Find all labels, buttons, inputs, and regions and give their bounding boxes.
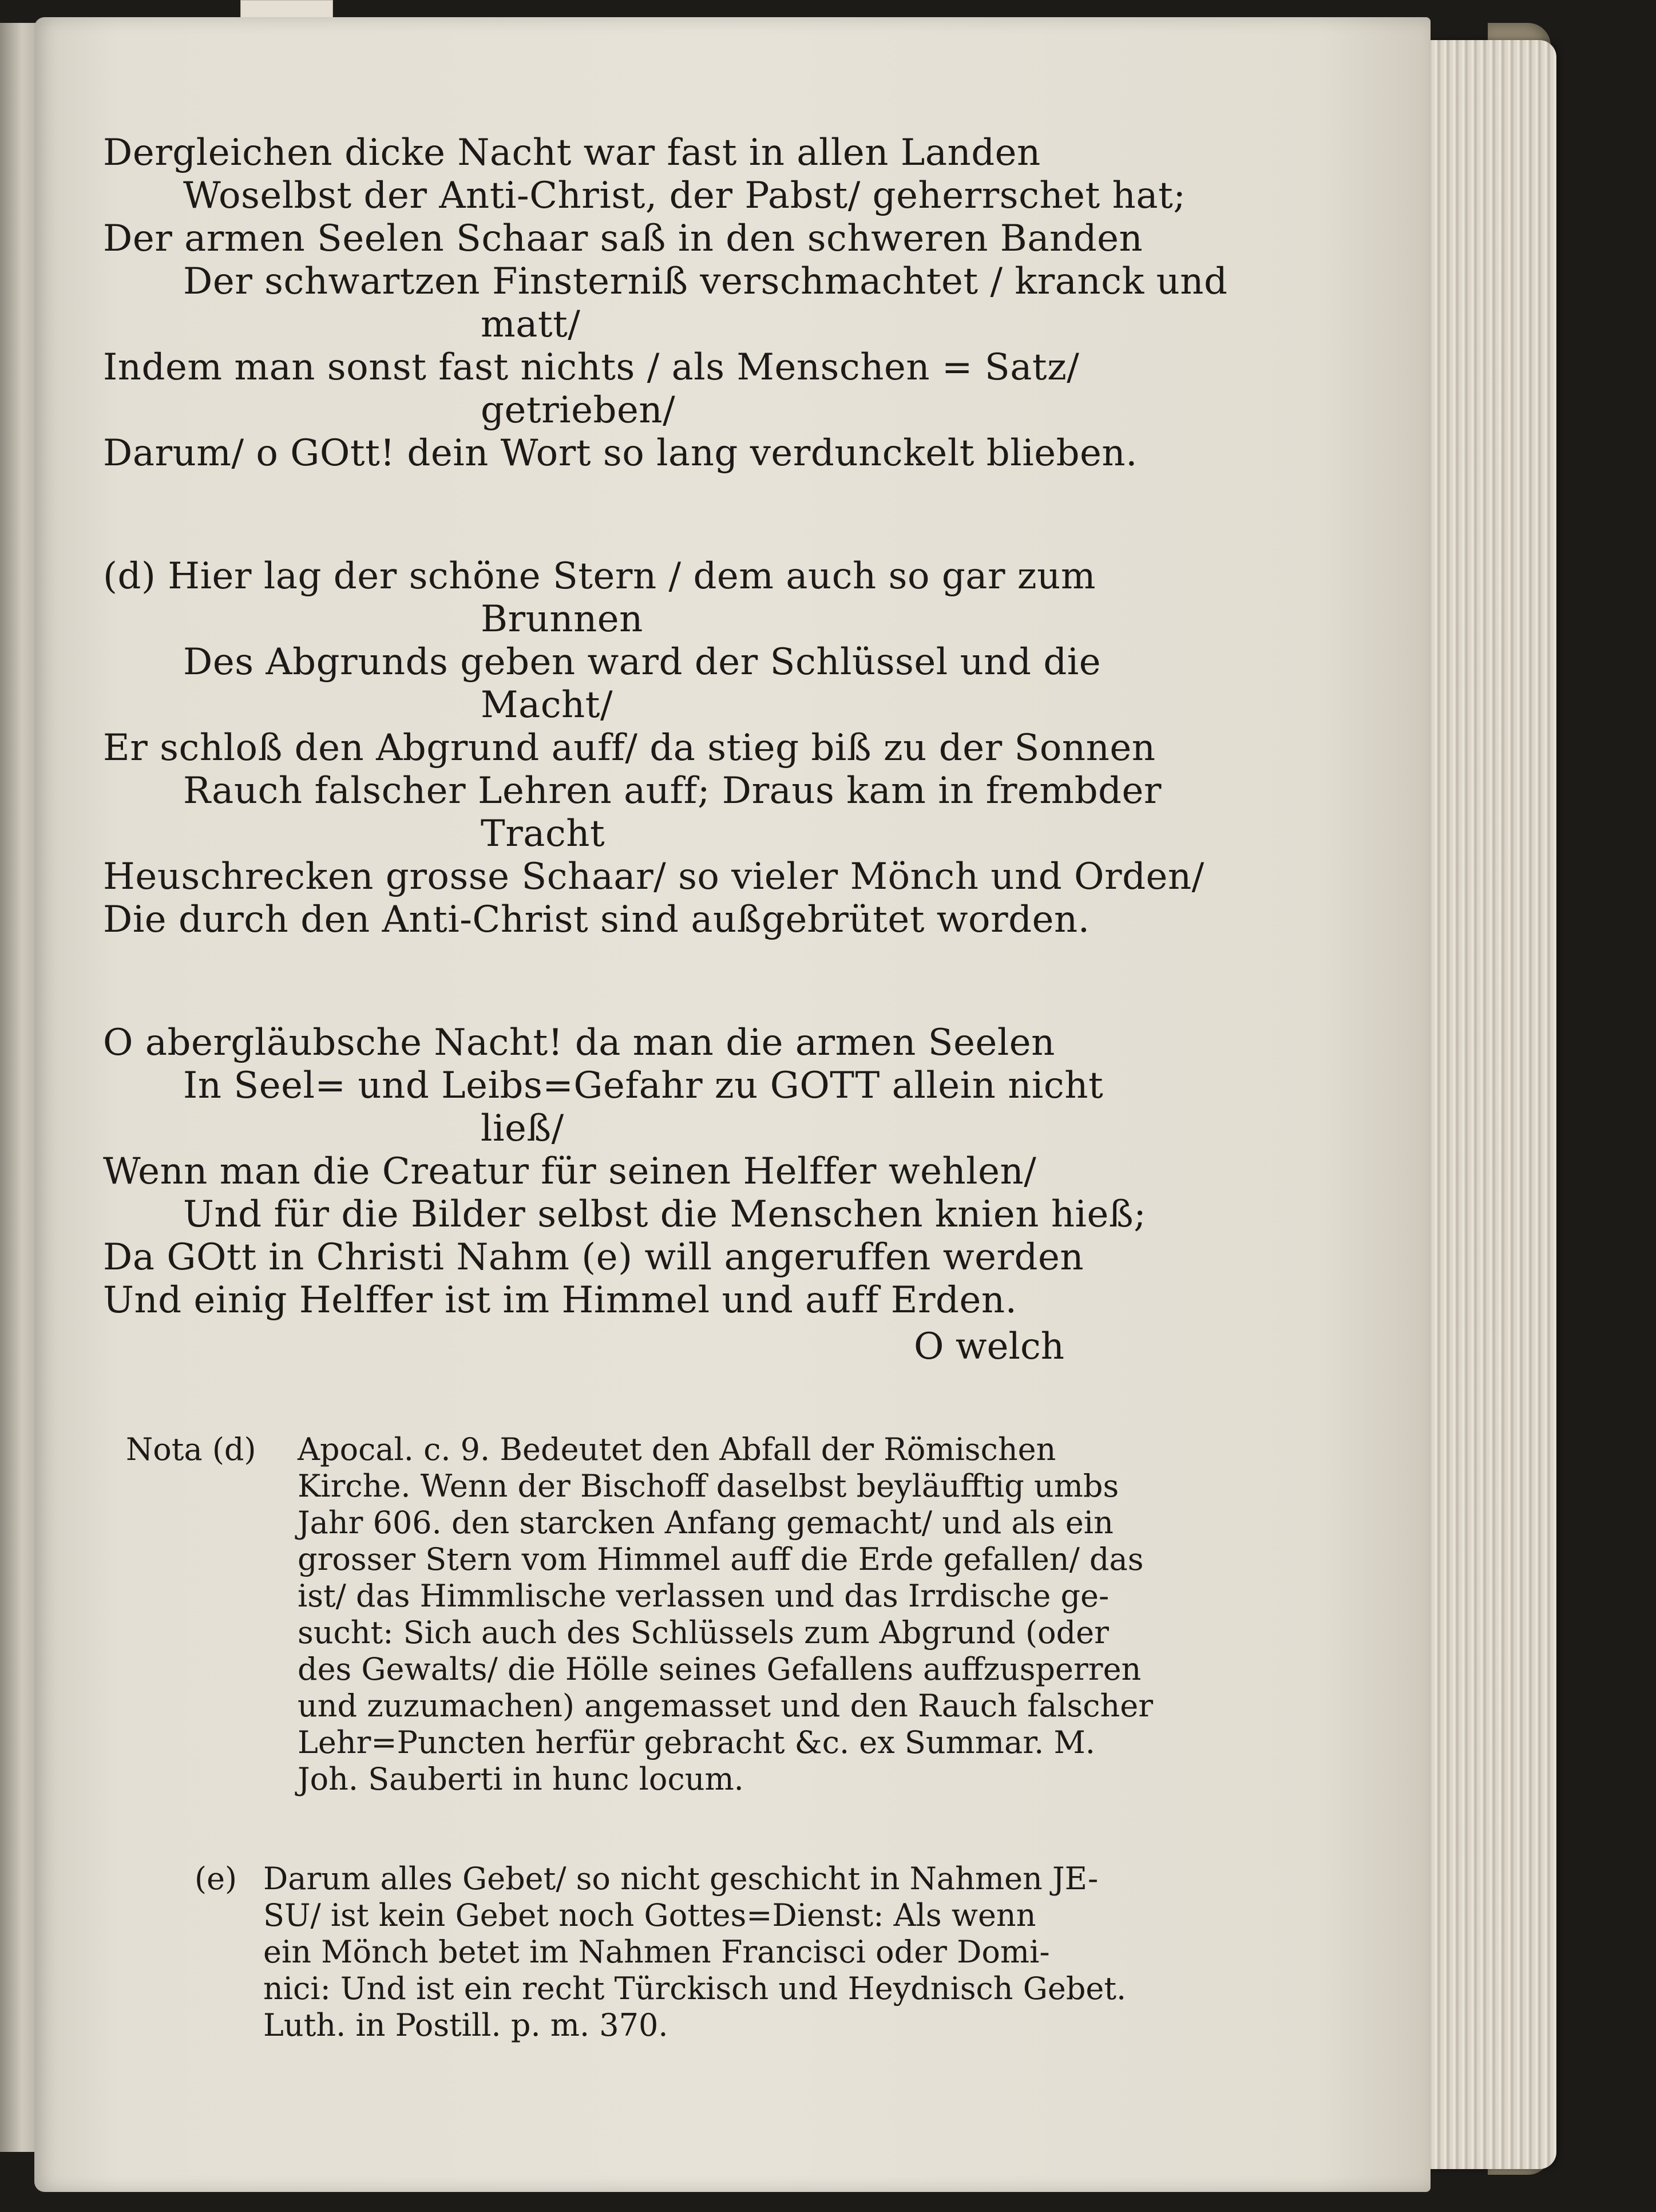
footnote-line: ist/ das Himmlische verlassen und das Irrdische ge- — [298, 1578, 1110, 1614]
footnote-line: Joh. Sauberti in hunc locum. — [298, 1761, 744, 1797]
verse-line: Der schwartzen Finsterniß verschmachtet / kranck und — [183, 260, 1228, 303]
footnote-label: Nota (d) — [126, 1431, 256, 1467]
verse-line: Wenn man die Creatur für seinen Helffer wehlen/ — [103, 1150, 1037, 1193]
verse-line: Darum/ o GOtt! dein Wort so lang verdunckelt blieben. — [103, 432, 1138, 474]
footnote-line: nici: Und ist ein recht Türckisch und Heydnisch Gebet. — [263, 1970, 1127, 2007]
footnote-d-first-line — [103, 1431, 1064, 1468]
footnote-line: Jahr 606. den starcken Anfang gemacht/ und als ein — [298, 1505, 1114, 1541]
footnote-line: grosser Stern vom Himmel auff die Erde gefallen/ das — [298, 1541, 1144, 1577]
verse-line: Des Abgrunds geben ward der Schlüssel und die — [183, 641, 1102, 683]
footnote-label: (e) — [195, 1861, 237, 1897]
page-text — [103, 132, 1228, 2044]
footnote-line: SU/ ist kein Gebet noch Gottes=Dienst: Als wenn — [263, 1897, 1036, 1933]
verse-line: ließ/ — [481, 1107, 564, 1150]
verse-line: Tracht — [481, 813, 605, 855]
verse-line: Er schloß den Abgrund auff/ da stieg biß zu der Sonnen — [103, 727, 1156, 769]
verse-line: In Seel= und Leibs=Gefahr zu GOTT allein nicht — [183, 1065, 1104, 1107]
catchword: O welch — [914, 1325, 1064, 1368]
verse-line: matt/ — [481, 303, 581, 346]
verse-line: Dergleichen dicke Nacht war fast in allen Landen — [103, 132, 1041, 174]
footnote-line: des Gewalts/ die Hölle seines Gefallens auffzusperren — [298, 1651, 1142, 1687]
verse-line: Macht/ — [481, 684, 613, 726]
stanza-2 — [103, 555, 1205, 941]
stanza-3 — [103, 1022, 1147, 1368]
verse-line: getrieben/ — [481, 389, 676, 432]
footnote-line: sucht: Sich auch des Schlüssels zum Abgrund (oder — [298, 1615, 1109, 1651]
footnote-line: und zuzumachen) angemasset und den Rauch falscher — [298, 1688, 1154, 1724]
footnote-text: Apocal. c. 9. Bedeutet den Abfall der Römischen — [298, 1431, 1056, 1467]
verse-line: Und für die Bilder selbst die Menschen knien hieß; — [183, 1193, 1147, 1236]
verse-line: Indem man sonst fast nichts / als Menschen = Satz/ — [103, 346, 1080, 389]
stanza-1 — [103, 132, 1228, 475]
verse-line: Und einig Helffer ist im Himmel und auff Erden. — [103, 1279, 1017, 1321]
verse-line: Der armen Seelen Schaar saß in den schweren Banden — [103, 217, 1143, 260]
footnotes — [103, 1431, 1154, 2044]
verse-line: Woselbst der Anti-Christ, der Pabst/ geherrschet hat; — [183, 175, 1186, 217]
verse-line: (d) Hier lag der schöne Stern / dem auch so gar zum — [103, 555, 1096, 597]
verse-line: Brunnen — [481, 598, 643, 640]
verse-line: O abergläubsche Nacht! da man die armen Seelen — [103, 1022, 1055, 1064]
verse-line: Rauch falscher Lehren auff; Draus kam in frembder — [183, 770, 1162, 812]
footnote-e-first-line — [103, 1861, 1099, 1897]
footnote-line: ein Mönch betet im Nahmen Francisci oder Domi- — [263, 1934, 1050, 1970]
footnote-text: Darum alles Gebet/ so nicht geschicht in Nahmen JE- — [263, 1861, 1099, 1897]
footnote-line: Luth. in Postill. p. m. 370. — [263, 2007, 668, 2043]
footnote-line: Kirche. Wenn der Bischoff daselbst beyläufftig umbs — [298, 1468, 1119, 1504]
verse-line: Heuschrecken grosse Schaar/ so vieler Mönch und Orden/ — [103, 856, 1205, 898]
footnote-line: Lehr=Puncten herfür gebracht &c. ex Summar. M. — [298, 1724, 1095, 1760]
verse-line: Die durch den Anti-Christ sind außgebrütet worden. — [103, 899, 1090, 941]
verse-line: Da GOtt in Christi Nahm (e) will angeruffen werden — [103, 1236, 1084, 1279]
